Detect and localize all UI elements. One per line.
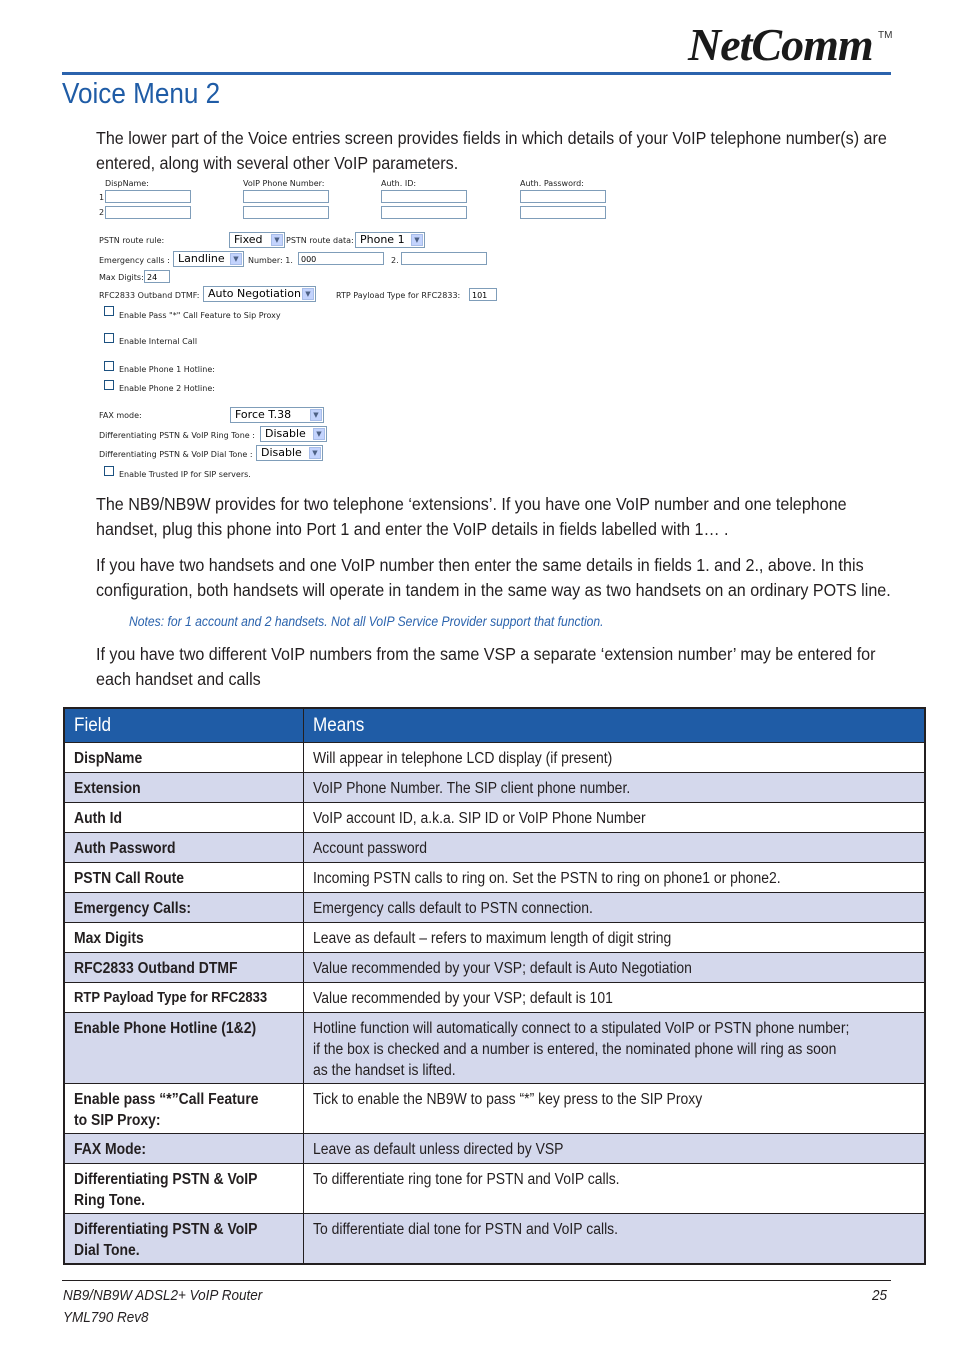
- field-cell: Auth Password: [74, 840, 176, 857]
- dispname-2-input[interactable]: [105, 206, 191, 219]
- voip-number-1-input[interactable]: [243, 190, 329, 203]
- chevron-down-icon: ▼: [230, 253, 242, 265]
- means-cell: Incoming PSTN calls to ring on. Set the PSTN to ring on phone1 or phone2.: [313, 870, 781, 887]
- fax-mode-select[interactable]: Force T.38 ▼: [230, 407, 324, 423]
- field-cell: Extension: [74, 780, 141, 797]
- table-row: [64, 773, 925, 803]
- chevron-down-icon: ▼: [411, 234, 423, 246]
- footer-product: NB9/NB9W ADSL2+ VoIP Router: [63, 1287, 263, 1304]
- enable-internal-label: Enable Internal Call: [119, 337, 198, 346]
- trusted-ip-label: Enable Trusted IP for SIP servers.: [119, 470, 251, 479]
- means-cell: Value recommended by your VSP; default is Auto Negotiation: [313, 960, 692, 977]
- chevron-down-icon: ▼: [313, 428, 325, 440]
- dispname-column-label: DispName:: [105, 179, 149, 188]
- table-row: [64, 983, 925, 1013]
- chevron-down-icon: ▼: [271, 234, 283, 246]
- note-text: Notes: for 1 account and 2 handsets. Not all VoIP Service Provider support that function.: [129, 614, 604, 629]
- paragraph-extensions: The NB9/NB9W provides for two telephone ‘extensions’. If you have one VoIP number and one telephone handset, plug this phone into Port 1 and enter the VoIP details in fields labelled with 1… .: [96, 494, 847, 539]
- enable-pass-label: Enable Pass "*" Call Feature to Sip Proxy: [119, 311, 281, 320]
- means-cell: Value recommended by your VSP; default is 101: [313, 990, 613, 1007]
- number-1-label: Number: 1.: [248, 256, 293, 265]
- field-table: [63, 707, 926, 1265]
- enable-phone2-hotline-checkbox[interactable]: [104, 380, 114, 390]
- header-means: Means: [304, 708, 926, 743]
- paragraph-two-handsets: If you have two handsets and one VoIP number then enter the same details in fields 1. and 2., above. In this configuration, both handsets will operate in tandem in the same way as two handsets on an ordinary POTS line.: [96, 555, 891, 600]
- emergency-calls-label: Emergency calls :: [99, 256, 170, 265]
- field-cell: Emergency Calls:: [74, 900, 192, 917]
- pstn-route-data-select[interactable]: Phone 1 ▼: [355, 232, 425, 248]
- emergency-calls-select[interactable]: Landline ▼: [173, 251, 244, 267]
- table-row: [64, 953, 925, 983]
- table-row: [64, 863, 925, 893]
- dial-tone-label: Differentiating PSTN & VoIP Dial Tone :: [99, 450, 253, 459]
- row-2-label: 2: [99, 208, 105, 217]
- table-row: [64, 1164, 925, 1214]
- table-row: [64, 1084, 925, 1134]
- chevron-down-icon: ▼: [302, 288, 314, 300]
- footer-revision: YML790 Rev8: [63, 1309, 149, 1326]
- ring-tone-select[interactable]: Disable ▼: [260, 426, 327, 442]
- footer-rule: [62, 1280, 891, 1281]
- auth-password-1-input[interactable]: [520, 190, 606, 203]
- means-cell: Emergency calls default to PSTN connection.: [313, 900, 593, 917]
- chevron-down-icon: ▼: [309, 447, 321, 459]
- field-cell: DispName: [74, 750, 143, 767]
- field-cell: PSTN Call Route: [74, 870, 185, 887]
- field-cell: Max Digits: [74, 930, 144, 947]
- page-number: 25: [872, 1287, 888, 1304]
- number-2-label: 2.: [391, 256, 399, 265]
- enable-pass-checkbox[interactable]: [104, 306, 114, 316]
- paragraph-two-numbers: If you have two different VoIP numbers from the same VSP a separate ‘extension number’ may be entered for each handset and calls: [96, 644, 876, 689]
- means-cell: To differentiate dial tone for PSTN and VoIP calls.: [313, 1221, 619, 1238]
- means-cell: Account password: [313, 840, 427, 857]
- table-row: [64, 1013, 925, 1084]
- trademark-mark: TM: [878, 30, 893, 41]
- means-cell: VoIP Phone Number. The SIP client phone number.: [313, 780, 631, 797]
- row-1-label: 1: [99, 193, 105, 202]
- means-cell: VoIP account ID, a.k.a. SIP ID or VoIP Phone Number: [313, 810, 646, 827]
- table-row: [64, 893, 925, 923]
- voice-settings-screenshot: [96, 178, 616, 482]
- dtmf-label: RFC2833 Outband DTMF:: [99, 291, 200, 300]
- field-cell: Differentiating PSTN & VoIP Ring Tone.: [74, 1171, 258, 1209]
- table-row: [64, 923, 925, 953]
- header-field: Field: [64, 708, 304, 743]
- table-row: [64, 1214, 925, 1264]
- table-row: [64, 833, 925, 863]
- field-cell: Enable pass “*”Call Feature to SIP Proxy:: [74, 1091, 259, 1129]
- means-cell: To differentiate ring tone for PSTN and VoIP calls.: [313, 1171, 620, 1188]
- dtmf-select[interactable]: Auto Negotiation ▼: [203, 286, 316, 302]
- chevron-down-icon: ▼: [310, 409, 322, 421]
- enable-phone1-hotline-label: Enable Phone 1 Hotline:: [119, 365, 215, 374]
- table-header-row: [64, 708, 925, 743]
- table-row: [64, 1134, 925, 1164]
- table-row: [64, 743, 925, 773]
- field-cell: RFC2833 Outband DTMF: [74, 960, 238, 977]
- enable-phone1-hotline-checkbox[interactable]: [104, 361, 114, 371]
- rtp-payload-input[interactable]: 101: [469, 288, 497, 301]
- netcomm-logo: NetComm: [688, 19, 873, 70]
- voip-number-column-label: VoIP Phone Number:: [243, 179, 325, 188]
- trusted-ip-checkbox[interactable]: [104, 466, 114, 476]
- means-cell: Leave as default unless directed by VSP: [313, 1141, 564, 1158]
- title-rule: [62, 72, 891, 75]
- pstn-route-rule-label: PSTN route rule:: [99, 236, 165, 245]
- auth-password-column-label: Auth. Password:: [520, 179, 584, 188]
- dispname-1-input[interactable]: [105, 190, 191, 203]
- field-cell: RTP Payload Type for RFC2833: [74, 990, 268, 1006]
- means-cell: Leave as default – refers to maximum length of digit string: [313, 930, 672, 947]
- max-digits-label: Max Digits:: [99, 273, 144, 282]
- max-digits-input[interactable]: 24: [144, 270, 170, 283]
- number-2-input[interactable]: [401, 252, 487, 265]
- auth-password-2-input[interactable]: [520, 206, 606, 219]
- means-cell: Tick to enable the NB9W to pass “*” key press to the SIP Proxy: [313, 1091, 703, 1108]
- enable-internal-checkbox[interactable]: [104, 333, 114, 343]
- number-1-input[interactable]: 000: [298, 252, 384, 265]
- fax-mode-label: FAX mode:: [99, 411, 142, 420]
- pstn-route-rule-select[interactable]: Fixed ▼: [229, 232, 285, 248]
- page-title: Voice Menu 2: [62, 78, 221, 110]
- table-row: [64, 803, 925, 833]
- intro-paragraph: The lower part of the Voice entries screen provides fields in which details of your VoIP telephone number(s) are entered, along with several other VoIP parameters.: [96, 128, 887, 173]
- rtp-payload-label: RTP Payload Type for RFC2833:: [336, 291, 461, 300]
- auth-id-column-label: Auth. ID:: [381, 179, 417, 188]
- voip-number-2-input[interactable]: [243, 206, 329, 219]
- dial-tone-select[interactable]: Disable ▼: [256, 445, 323, 461]
- field-cell: Enable Phone Hotline (1&2): [74, 1020, 257, 1037]
- field-cell: FAX Mode:: [74, 1141, 147, 1158]
- field-cell: Auth Id: [74, 810, 123, 827]
- field-cell: Differentiating PSTN & VoIP Dial Tone.: [74, 1221, 258, 1259]
- pstn-route-data-label: PSTN route data:: [286, 236, 354, 245]
- means-cell: Will appear in telephone LCD display (if present): [313, 750, 613, 767]
- enable-phone2-hotline-label: Enable Phone 2 Hotline:: [119, 384, 215, 393]
- auth-id-2-input[interactable]: [381, 206, 467, 219]
- ring-tone-label: Differentiating PSTN & VoIP Ring Tone :: [99, 431, 255, 440]
- means-cell: Hotline function will automatically connect to a stipulated VoIP or PSTN phone number; if the box is checked and a number is entered, the nominated phone will ring as soon as the handset is lifted.: [313, 1020, 850, 1079]
- auth-id-1-input[interactable]: [381, 190, 467, 203]
